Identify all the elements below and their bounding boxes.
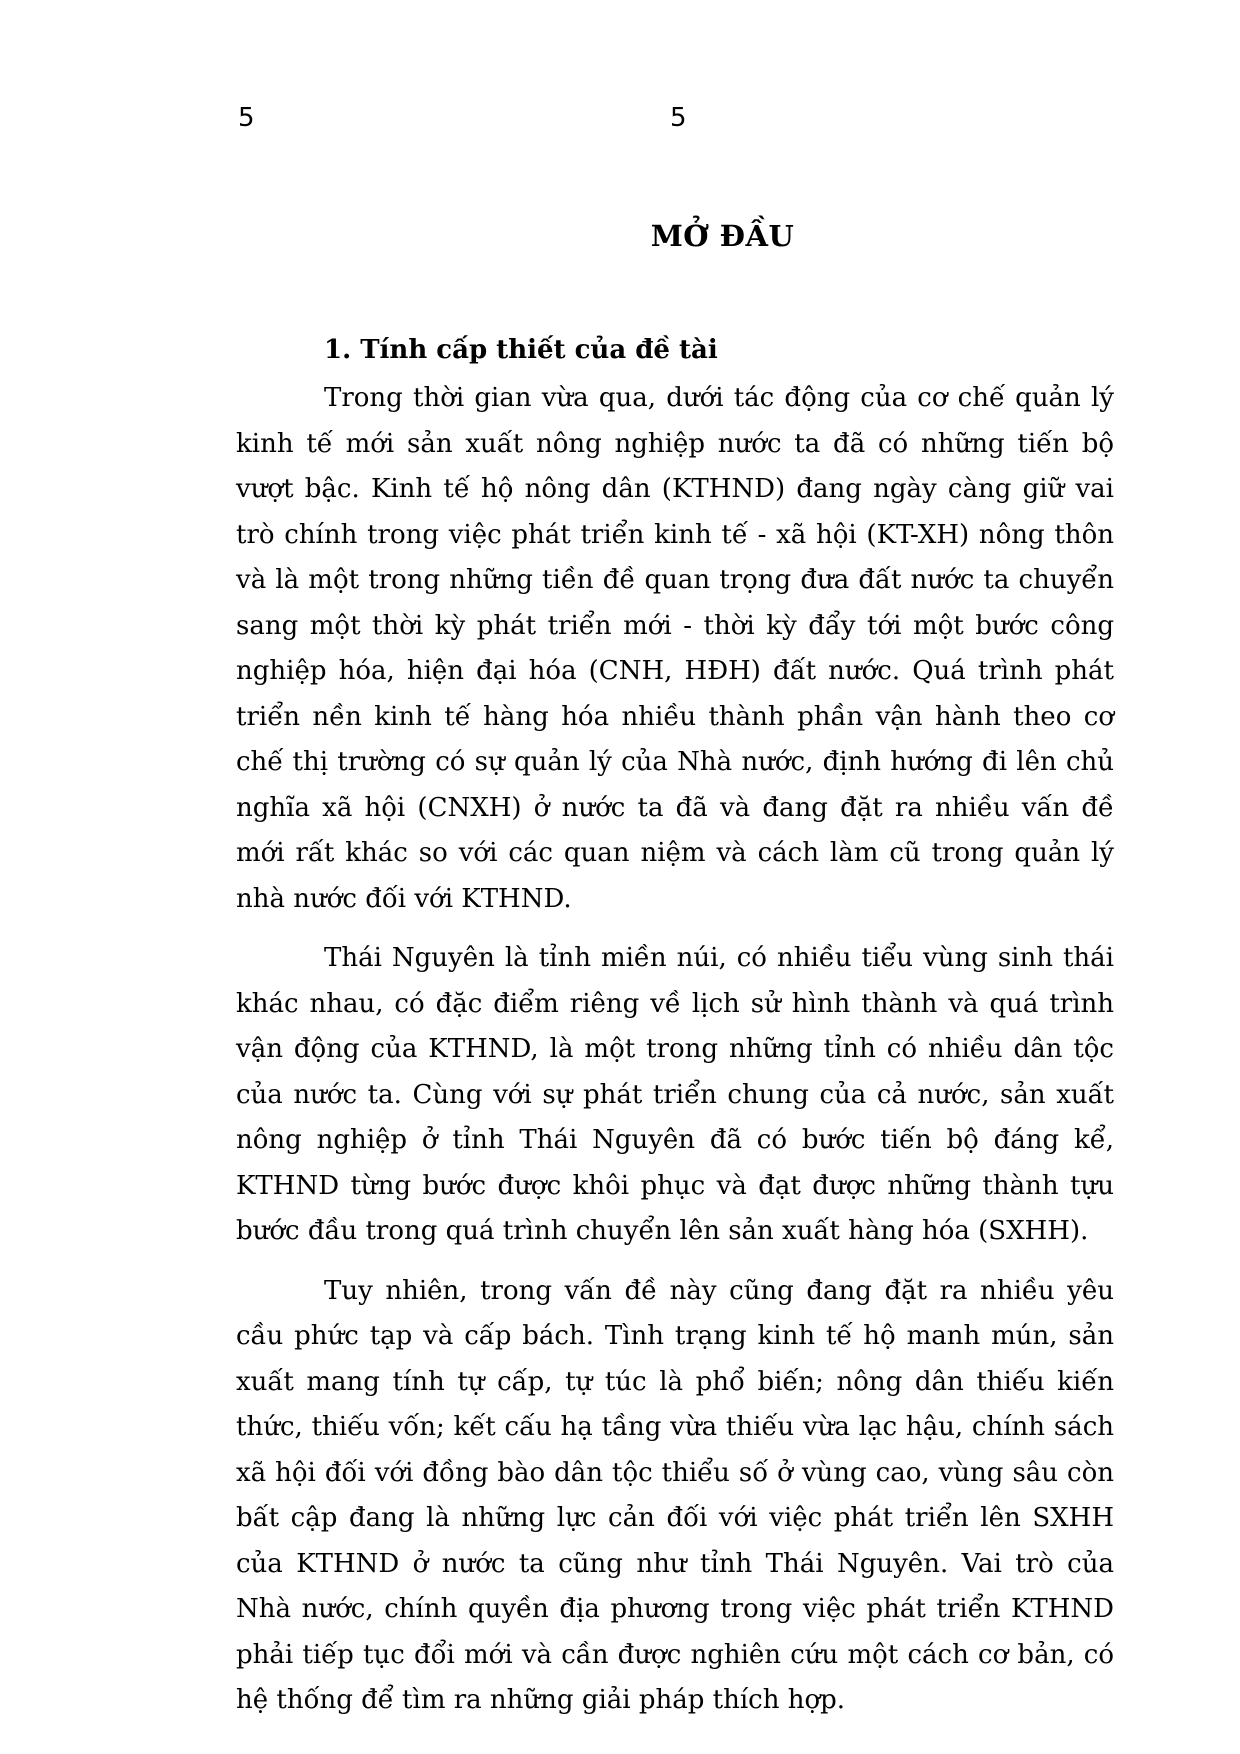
paragraph-3: Tuy nhiên, trong vấn đề này cũng đang đặt ra nhiều yêu cầu phức tạp và cấp bách. Tình trạng kinh tế hộ manh mún, sản xuất mang tính tự cấp, tự túc là phổ biến; nông dân thiếu kiến thức, thiếu vốn; kết cấu hạ tầng vừa thiếu vừa lạc hậu, chính sách xã hội đối với đồng bào dân tộc thiểu số ở vùng cao, vùng sâu còn bất cập đang là những lực cản đối với việc phát triển lên SXHH của KTHND ở nước ta cũng như tỉnh Thái Nguyên. Vai trò của Nhà nước, chính quyền địa phương trong việc phát triển KTHND phải tiếp tục đổi mới và cần được nghiên cứu một cách cơ bản, có hệ thống để tìm ra những giải pháp thích hợp. xyxy=(236,1275,1114,1715)
paragraph-1: Trong thời gian vừa qua, dưới tác động của cơ chế quản lý kinh tế mới sản xuất nông nghiệp nước ta đã có những tiến bộ vượt bậc. Kinh tế hộ nông dân (KTHND) đang ngày càng giữ vai trò chính trong việc phát triển kinh tế - xã hội (KT-XH) nông thôn và là một trong những tiền đề quan trọng đưa đất nước ta chuyển sang một thời kỳ phát triển mới - thời kỳ đẩy tới một bước công nghiệp hóa, hiện đại hóa (CNH, HĐH) đất nước. Quá trình phát triển nền kinh tế hàng hóa nhiều thành phần vận hành theo cơ chế thị trường có sự quản lý của Nhà nước, định hướng đi lên chủ nghĩa xã hội (CNXH) ở nước ta đã và đang đặt ra nhiều vấn đề mới rất khác so với các quan niệm và cách làm cũ trong quản lý nhà nước đối với KTHND. xyxy=(236,383,1114,914)
document-title: MỞ ĐẦU xyxy=(650,219,795,253)
section-heading: 1. Tính cấp thiết của đề tài xyxy=(324,335,718,365)
paragraph-2: Thái Nguyên là tỉnh miền núi, có nhiều tiểu vùng sinh thái khác nhau, có đặc điểm riêng về lịch sử hình thành và quá trình vận động của KTHND, là một trong những tỉnh có nhiều dân tộc của nước ta. Cùng với sự phát triển chung của cả nước, sản xuất nông nghiệp ở tỉnh Thái Nguyên đã có bước tiến bộ đáng kể, KTHND từng bước được khôi phục và đạt được những thành tựu bước đầu trong quá trình chuyển lên sản xuất hàng hóa (SXHH). xyxy=(236,943,1114,1246)
page-number-right: 5 xyxy=(670,103,687,133)
page-number-left: 5 xyxy=(238,103,255,133)
document-body xyxy=(236,216,1114,1738)
